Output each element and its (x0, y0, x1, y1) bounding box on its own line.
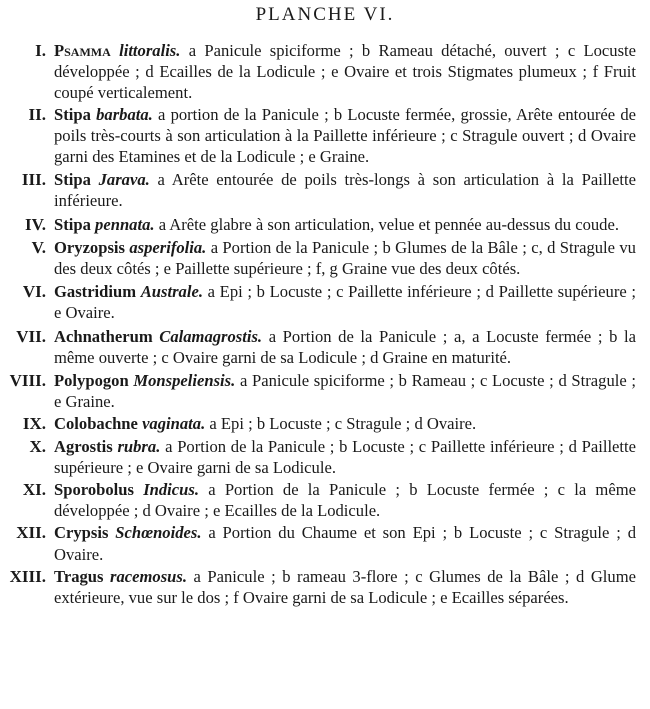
entry-numeral: IV. (25, 214, 46, 234)
entry-species: rubra. (117, 436, 161, 456)
entry-species: vaginata. (142, 414, 206, 434)
entry-species: asperifolia. (129, 237, 207, 257)
entry-genus: Achnatherum (54, 326, 153, 346)
entry-numeral: VI. (22, 282, 46, 302)
entry-description: a Portion de la Panicule ; b Locuste ; c Paillette inférieure ; d Paillette supérieure ; e Ovaire garni de sa Lodicule. (54, 436, 637, 477)
entry-text (54, 104, 636, 168)
entry-text (54, 436, 636, 478)
entry-text (54, 566, 636, 608)
entry-genus: Oryzopsis (54, 237, 125, 257)
plate-title: PLANCHE VI. (255, 4, 395, 25)
entry-description: a Arête glabre à son articulation, velue et pennée au-dessus du coude. (158, 214, 619, 234)
entry-description: a Panicule spiciforme ; b Rameau détaché, ouvert ; c Locuste développée ; d Ecailles de la Lodicule ; e Ovaire et trois Stigmates plumeux ; f Fruit coupé verticalement. (54, 41, 637, 103)
entry-text (54, 326, 636, 368)
entry-genus: Stipa (54, 104, 91, 124)
entry-numeral: II. (28, 104, 46, 124)
entry-species: barbata. (96, 104, 153, 124)
entry-genus: Stipa (54, 214, 91, 234)
entry-numeral: III. (21, 170, 46, 190)
entry-text (54, 169, 636, 211)
entry-numeral: V. (31, 237, 46, 257)
entry-species: Australe. (140, 282, 203, 302)
entry-numeral: IX. (22, 414, 46, 434)
entry-description: a Portion de la Panicule ; b Locuste fermée ; c la même développée ; d Ovaire ; e Ecailles de la Lodicule. (54, 480, 636, 521)
entry-genus: Gastridium (54, 282, 137, 302)
plate-entry (0, 413, 650, 434)
entry-description: a Epi ; b Locuste ; c Paillette inférieure ; d Paillette supérieure ; e Ovaire. (54, 282, 636, 323)
entry-description: a Panicule spiciforme ; b Rameau ; c Locuste ; d Stragule ; e Graine. (54, 371, 636, 412)
entry-text (54, 281, 636, 323)
entry-description: a Arête entourée de poils très-longs à son articulation à la Paillette inférieure. (54, 170, 636, 211)
entry-numeral: VII. (16, 326, 46, 346)
entry-genus: Polypogon (54, 371, 129, 391)
entry-species: Calamagrostis. (159, 326, 263, 346)
entry-numeral: I. (35, 41, 46, 60)
entry-numeral: XIII. (9, 566, 46, 586)
plate-entry (0, 169, 650, 211)
entry-species: Schœnoides. (115, 523, 202, 543)
entry-text (54, 522, 636, 564)
entry-genus: Agrostis (54, 436, 113, 456)
entry-genus: Stipa (54, 170, 91, 190)
plate-entry (0, 566, 650, 608)
entry-genus: Tragus (54, 566, 104, 586)
entry-description: a Epi ; b Locuste ; c Stragule ; d Ovaire. (209, 414, 477, 434)
plate-entry (0, 522, 650, 564)
plate-entries (0, 40, 650, 608)
plate-entry (0, 281, 650, 323)
plate-entry (0, 436, 650, 478)
plate-entry (0, 214, 650, 235)
plate-entry (0, 479, 650, 521)
entry-species: Jarava. (98, 170, 150, 190)
entry-text (54, 40, 636, 104)
plate-entry (0, 326, 650, 368)
entry-species: pennata. (95, 214, 155, 234)
entry-description: a Panicule ; b rameau 3-flore ; c Glumes de la Bâle ; d Glume extérieure, vue sur le dos ; f Ovaire garni de sa Lodicule ; e Ecailles séparées. (54, 566, 636, 608)
entry-genus: Psamma (54, 41, 111, 60)
plate-entry (0, 237, 650, 279)
entry-genus: Colobachne (54, 414, 138, 434)
entry-numeral: XI. (22, 480, 46, 500)
entry-genus: Crypsis (54, 523, 109, 543)
entry-description: a Portion de la Panicule ; b Glumes de la Bâle ; c, d Stragule vu des deux côtés ; e Paillette supérieure ; f, g Graine vue des deux côtés. (54, 237, 636, 279)
entry-text (54, 413, 636, 434)
entry-genus: Sporobolus (54, 480, 134, 500)
entry-species: racemosus. (110, 566, 187, 586)
entry-species: littoralis. (119, 41, 181, 60)
entry-description: a Portion de la Panicule ; a, a Locuste fermée ; b la même ouverte ; c Ovaire garni de sa Lodicule ; d Graine en maturité. (54, 326, 637, 367)
entry-text (54, 370, 636, 412)
entry-species: Monspeliensis. (133, 371, 236, 391)
plate-entry (0, 40, 650, 104)
entry-text (54, 479, 636, 521)
entry-text (54, 237, 636, 279)
entry-description: a Portion du Chaume et son Epi ; b Locuste ; c Stragule ; d Ovaire. (54, 523, 637, 564)
plate-entry (0, 104, 650, 168)
entry-numeral: XII. (16, 523, 46, 543)
plate-entry (0, 370, 650, 412)
entry-numeral: VIII. (9, 371, 46, 391)
entry-text (54, 214, 636, 235)
entry-description: a portion de la Panicule ; b Locuste fermée, grossie, Arête entourée de poils très-courts à son articulation à la Paillette inférieure ; c Stragule ouvert ; d Ovaire garni des Etamines et de la Lodicule ; e Graine. (54, 104, 636, 167)
entry-species: Indicus. (143, 480, 199, 500)
entry-numeral: X. (29, 436, 46, 456)
